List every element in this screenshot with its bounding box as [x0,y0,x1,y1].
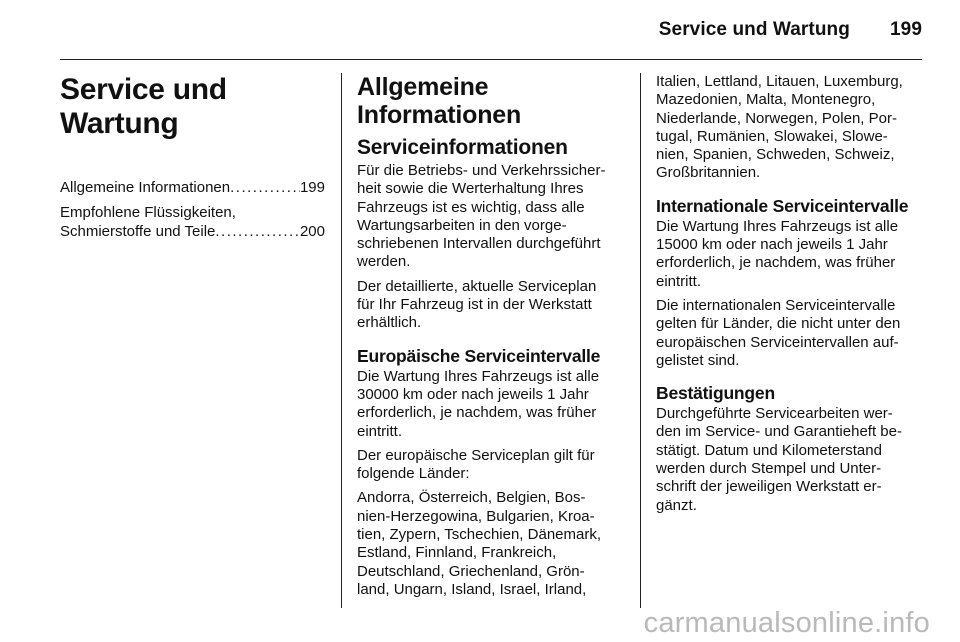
watermark-text: carmanualsonline.info [643,607,930,639]
paragraph-serviceinformationen-1: Für die Betriebs- und Verkehrssicher- heit sowie die Werterhaltung Ihres Fahrzeugs ist es wichtig, dass alle Wartungsarbeiten in den vorge- schriebenen Intervallen durchgeführt werden. [357,162,606,271]
toc-entry-page: 199 [299,179,325,196]
section-heading-allgemeine-informationen: Allgemeine Informationen [357,73,522,129]
column-divider-2 [640,73,641,608]
content-column-3 [656,73,926,521]
subheading-bestaetigungen: Bestätigungen [656,383,775,404]
paragraph-bestaetigungen: Durchgeführte Servicearbeiten wer- den im Service- und Garantieheft be- stätigt. Datum und Kilometerstand werden durch Stempel und Unter- schrift der jeweiligen Werkstatt er- gänzt. [656,405,902,514]
toc-entry-label: Allgemeine Informationen [60,179,231,196]
toc-entry-allgemeine-informationen[interactable] [60,179,325,197]
paragraph-europaeisch-laender: Andorra, Österreich, Belgien, Bos- nien-Herzegowina, Bulgarien, Kroa- tien, Zypern, Tschechien, Dänemark, Estland, Finnland, Frankreich, Deutschland, Griechenland, Grön- land, Ungarn, Island, Israel, Irland, [357,489,602,598]
running-header [659,19,922,41]
chapter-column [60,73,325,248]
paragraph-europaeisch-1: Die Wartung Ihres Fahrzeugs ist alle 30000 km oder nach jeweils 1 Jahr erforderlich, je nachdem, was früher eintritt. [357,367,600,440]
paragraph-europaeisch-laender-fortsetzung: Italien, Lettland, Litauen, Luxemburg, Mazedonien, Malta, Montenegro, Niederlande, Norwegen, Polen, Por- tugal, Rumänien, Slowakei, Slowe- nien, Spanien, Schweden, Schweiz, Großbritannien. [656,73,903,182]
toc-entry-empfohlene-fluessigkeiten[interactable] [60,204,325,241]
toc-leader-dots [230,179,300,197]
header-section-title: Service und Wartung [658,19,850,40]
paragraph-serviceinformationen-2: Der detaillierte, aktuelle Serviceplan für Ihr Fahrzeug ist in der Werkstatt erhältlich. [357,277,597,332]
subheading-serviceinformationen: Serviceinformationen [357,136,568,159]
header-rule [60,59,922,60]
paragraph-international-2: Die internationalen Serviceintervalle gelten für Länder, die nicht unter den europäischen Serviceintervallen auf- gelistet sind. [656,296,901,369]
page-number: 199 [889,19,922,40]
content-column-2 [357,73,627,605]
column-divider-1 [341,73,342,608]
paragraph-international-1: Die Wartung Ihres Fahrzeugs ist alle 15000 km oder nach jeweils 1 Jahr erforderlich, je nachdem, was früher eintritt. [656,217,899,290]
chapter-title: Service und Wartung [60,73,227,140]
subheading-europaeische-serviceintervalle: Europäische Serviceintervalle [357,345,601,366]
toc-entry-label: Schmierstoffe und Teile [60,222,216,240]
toc-leader-dots [215,223,300,241]
toc-entry-page: 200 [299,222,325,240]
subheading-internationale-serviceintervalle: Internationale Serviceintervalle [656,195,909,216]
toc-entry-label-line: Empfohlene Flüssigkeiten, [60,204,236,222]
paragraph-europaeisch-2: Der europäische Serviceplan gilt für folgende Länder: [357,446,595,483]
